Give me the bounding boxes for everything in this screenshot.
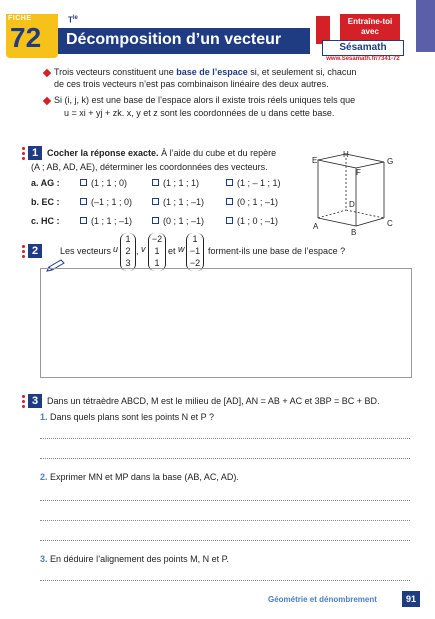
vector-v-matrix: −2 1 1 [148, 233, 166, 271]
vector-u-matrix: 1 2 3 [120, 233, 136, 271]
footer-section: Géométrie et dénombrement [268, 595, 377, 604]
option-c-3: (1 ; 0 ; –1) [237, 216, 279, 226]
question-1: 1. Dans quels plans sont les points N et P ? [40, 412, 214, 422]
checkbox-b-2[interactable] [152, 198, 159, 205]
cube-figure [308, 148, 398, 236]
option-a-1: (1 ; 1 ; 0) [91, 178, 128, 188]
intro-line-3: Si (i, j, k) est une base de l’espace alors il existe trois réels uniques tels que [54, 95, 356, 105]
answer-line[interactable] [40, 540, 410, 541]
fiche-label: FICHE [8, 15, 32, 22]
cube-label-D: D [349, 200, 355, 209]
vector-w-matrix: 1 −1 −2 [186, 233, 204, 271]
checkbox-a-3[interactable] [226, 179, 233, 186]
bullet-icon [43, 69, 51, 77]
and-text: et [168, 246, 176, 256]
exercise-2-text-post: forment-ils une base de l’espace ? [208, 246, 346, 256]
level-tag: $T^{le}$ [68, 15, 78, 25]
exercise-2-text-pre: Les vecteurs [60, 246, 112, 256]
option-c-2: (0 ; 1 ; –1) [163, 216, 205, 226]
answer-line[interactable] [40, 458, 410, 459]
checkbox-c-2[interactable] [152, 217, 159, 224]
cube-label-C: C [387, 219, 393, 228]
bullet-icon [43, 97, 51, 105]
question-b-label: b. EC : [31, 197, 60, 207]
intro-line-4: u = xi + yj + zk. x, y et z sont les coordonnées de u dans cette base. [64, 108, 335, 118]
checkbox-a-2[interactable] [152, 179, 159, 186]
page-number: 91 [402, 591, 420, 607]
checkbox-a-1[interactable] [80, 179, 87, 186]
cube-label-E: E [312, 156, 318, 165]
exercise-1-number: 1 [28, 146, 42, 160]
intro-line-2: de ces trois vecteurs n’est pas combinaison linéaire des deux autres. [54, 79, 329, 89]
cube-label-A: A [313, 222, 319, 231]
vector-v-name: v [141, 244, 146, 254]
vector-w-name: w [178, 244, 185, 254]
answer-box[interactable] [40, 268, 412, 378]
sesamath-logo[interactable]: Sésamath [322, 40, 404, 56]
exercise-marker-icon [22, 394, 27, 408]
exercise-marker-icon [22, 244, 27, 258]
answer-line[interactable] [40, 520, 410, 521]
exercise-marker-icon [22, 146, 27, 160]
question-a-label: a. AG : [31, 178, 60, 188]
option-a-2: (1 ; 1 ; 1) [163, 178, 200, 188]
page-title: Décomposition d’un vecteur [66, 31, 282, 48]
fiche-number: 72 [10, 22, 42, 53]
answer-line[interactable] [40, 438, 410, 439]
cube-label-G: G [387, 157, 394, 166]
cube-label-F: F [356, 168, 361, 177]
cube-label-H: H [343, 150, 349, 159]
answer-line[interactable] [40, 500, 410, 501]
cube-label-B: B [351, 228, 357, 237]
question-c-label: c. HC : [31, 216, 60, 226]
side-tab [416, 0, 435, 52]
option-b-1: (–1 ; 1 ; 0) [91, 197, 133, 207]
exercise-3-statement: Dans un tétraèdre ABCD, M est le milieu de [AD], AN = AB + AC et 3BP = BC + BD. [47, 396, 380, 406]
option-a-3: (1 ; – 1 ; 1) [237, 178, 281, 188]
exercise-1-instruction: Cocher la réponse exacte. À l’aide du cube et du repère [47, 148, 277, 158]
exercise-2-number: 2 [28, 244, 42, 258]
vector-u-name: u [113, 244, 119, 254]
option-b-3: (0 ; 1 ; –1) [237, 197, 279, 207]
checkbox-b-3[interactable] [226, 198, 233, 205]
checkbox-b-1[interactable] [80, 198, 87, 205]
intro-line-1: Trois vecteurs constituent une base de l’espace si, et seulement si, chacun [54, 67, 357, 77]
option-c-1: (1 ; 1 ; –1) [91, 216, 133, 226]
sesamath-tagline: Entraîne-toi avec [340, 14, 400, 40]
answer-line[interactable] [40, 580, 410, 581]
comma-separator: , [136, 246, 139, 256]
exercise-1-line-2: (A ; AB, AD, AE), déterminer les coordonnées des vecteurs. [31, 162, 268, 172]
exercise-3-number: 3 [28, 394, 42, 408]
option-b-2: (1 ; 1 ; –1) [163, 197, 205, 207]
checkbox-c-3[interactable] [226, 217, 233, 224]
checkbox-c-1[interactable] [80, 217, 87, 224]
sesamath-url[interactable]: www.Sesamath.fr/7341-72 [326, 56, 400, 62]
question-3: 3. En déduire l’alignement des points M, N et P. [40, 554, 229, 564]
question-2: 2. Exprimer MN et MP dans la base (AB, AC, AD). [40, 472, 239, 482]
